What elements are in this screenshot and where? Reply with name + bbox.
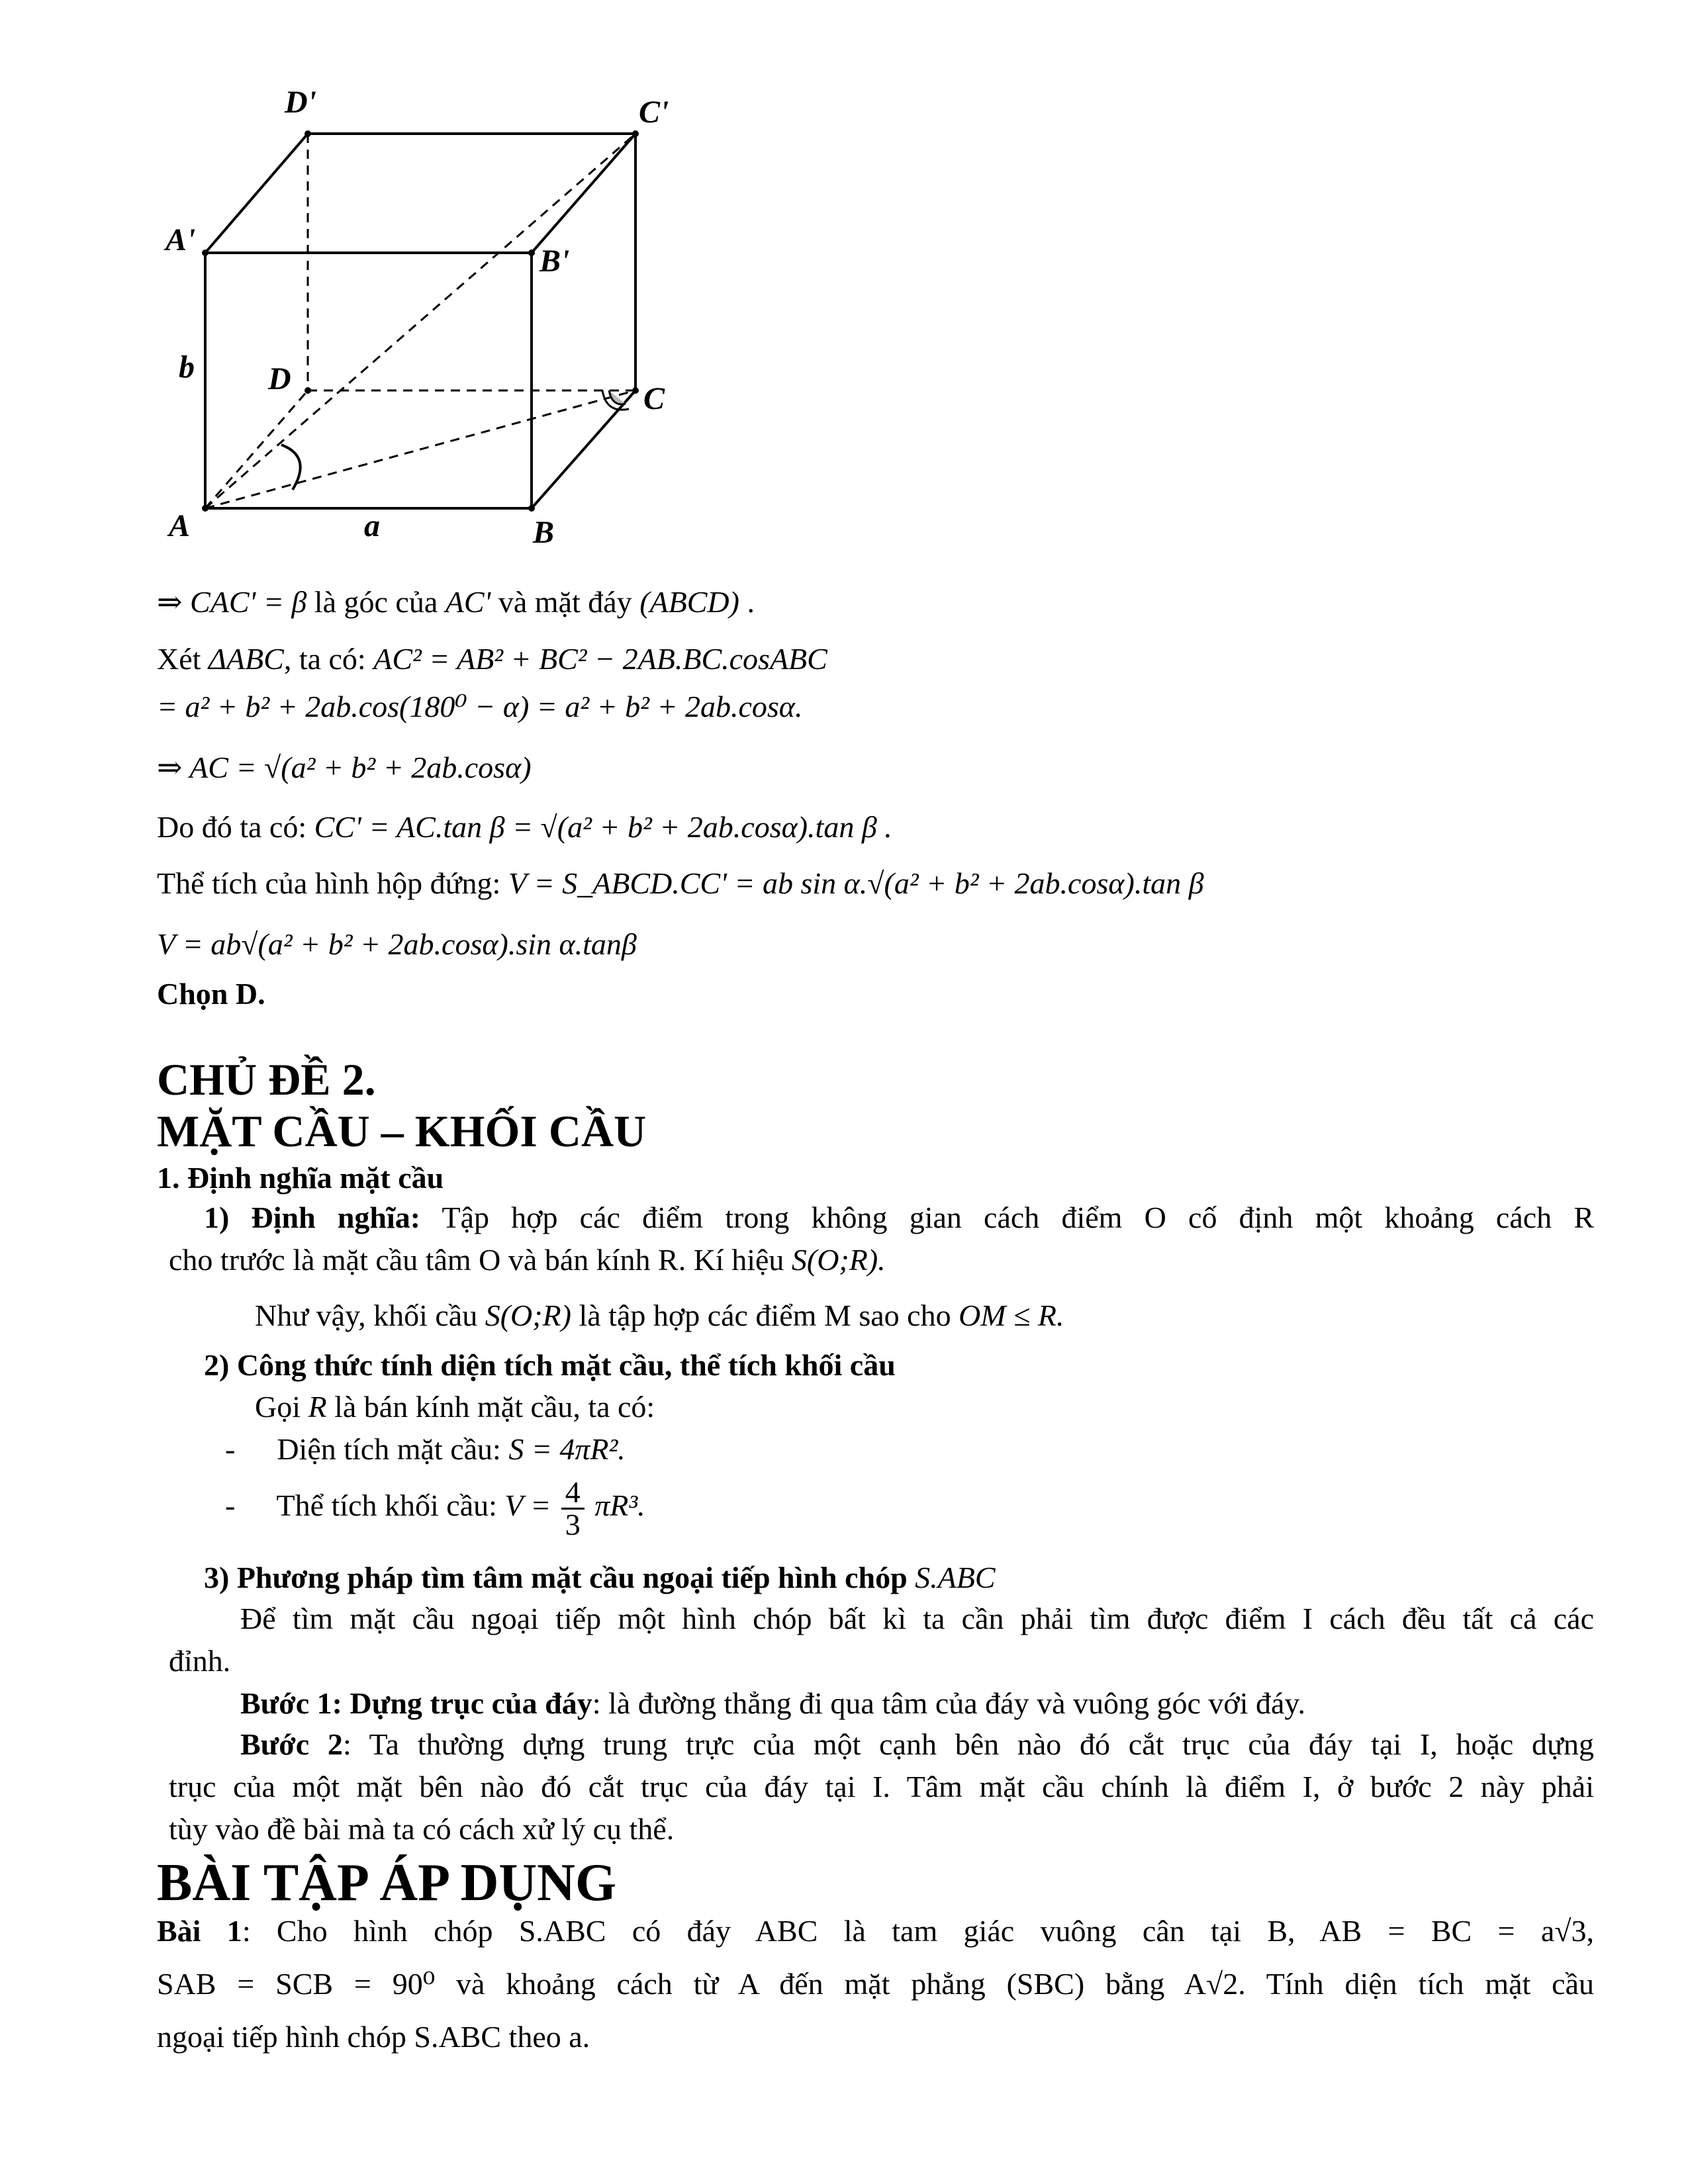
- formula-intro: Gọi R là bán kính mặt cầu, ta có:: [255, 1390, 655, 1424]
- angle-alpha-mark: [281, 445, 301, 490]
- label-Aprime: A': [165, 222, 196, 257]
- formula-volume: - Thể tích khối cầu: V = $\frac{4}{3}$ πR³.: [225, 1475, 645, 1541]
- volume-fraction: $\frac{4}{3}$: [561, 1477, 585, 1540]
- angle-beta-mark: [609, 390, 626, 404]
- label-a: a: [364, 508, 380, 543]
- chapter-heading: CHỦ ĐỀ 2.: [157, 1054, 376, 1105]
- label-A: A: [169, 508, 191, 543]
- definition-line-3: Như vậy, khối cầu S(O;R) là tập hợp các điểm M sao cho OM ≤ R.: [255, 1298, 1064, 1332]
- prism-figure: [146, 79, 715, 556]
- label-b: b: [179, 349, 195, 385]
- step-2-line-3: tùy vào đề bài mà ta có cách xử lý cụ thể.: [169, 1812, 675, 1846]
- exercises-heading: BÀI TẬP ÁP DỤNG: [157, 1854, 617, 1912]
- definition-line-1: 1) Định nghĩa: Tập hợp các điểm trong không gian cách điểm O cố định một khoảng cách R: [204, 1201, 1595, 1234]
- method-text-2: đỉnh.: [169, 1644, 231, 1678]
- solution-line-4: ⇒ AC = √(a² + b² + 2ab.cosα): [157, 751, 532, 784]
- method-heading: 3) Phương pháp tìm tâm mặt cầu ngoại tiếp hình chóp S.ABC: [204, 1561, 996, 1594]
- label-Bprime: B': [539, 244, 570, 279]
- step-1: Bước 1: Dựng trục của đáy: là đường thẳng đi qua tâm của đáy và vuông góc với đáy.: [240, 1686, 1305, 1720]
- section-1-heading: 1. Định nghĩa mặt cầu: [157, 1161, 444, 1195]
- step-2-line-2: trục của một mặt bên nào đó cắt trục của đáy tại I. Tâm mặt cầu chính là điểm I, ở bước 2 này phải: [169, 1770, 1594, 1803]
- method-text-1: Để tìm mặt cầu ngoại tiếp một hình chóp bất kì ta cần phải tìm được điểm I cách đều tất cả các: [240, 1602, 1594, 1635]
- label-Dprime: D': [285, 85, 316, 120]
- exercise-1-line-2: SAB = SCB = 90⁰ và khoảng cách từ A đến mặt phẳng (SBC) bằng A√2. Tính diện tích mặt cầu: [157, 1967, 1594, 2001]
- solution-line-1: ⇒ CAC' = β là góc của AC' và mặt đáy (ABCD) .: [157, 585, 755, 619]
- step-2-line-1: Bước 2: Ta thường dựng trung trực của một cạnh bên nào đó cắt trục của đáy tại I, hoặc dựng: [240, 1727, 1594, 1761]
- chapter-title: MẶT CẦU – KHỐI CẦU: [157, 1106, 647, 1156]
- formula-heading: 2) Công thức tính diện tích mặt cầu, thể tích khối cầu: [204, 1348, 896, 1382]
- solution-line-7: V = ab√(a² + b² + 2ab.cosα).sin α.tanβ: [157, 927, 637, 961]
- edge-B-C: [532, 390, 635, 508]
- edge-Aprime-Dprime: [205, 134, 308, 253]
- edge-Bprime-Cprime: [532, 134, 635, 253]
- solution-line-5: Do đó ta có: CC' = AC.tan β = √(a² + b² + 2ab.cosα).tan β .: [157, 810, 892, 844]
- solution-line-2: Xét ΔABC, ta có: AC² = AB² + BC² − 2AB.BC.cosABC: [157, 642, 827, 676]
- exercise-1-line-3: ngoại tiếp hình chóp S.ABC theo a.: [157, 2020, 590, 2054]
- diagonal-A-Cprime: [205, 134, 635, 508]
- formula-area: - Diện tích mặt cầu: S = 4πR².: [225, 1432, 626, 1466]
- label-D: D: [268, 361, 291, 396]
- label-B: B: [533, 515, 555, 550]
- diagonal-A-C: [205, 390, 635, 508]
- solution-line-3: = a² + b² + 2ab.cos(180⁰ − α) = a² + b² + 2ab.cosα.: [157, 690, 803, 723]
- answer-choice: Chọn D.: [157, 977, 265, 1011]
- definition-line-2: cho trước là mặt cầu tâm O và bán kính R. Kí hiệu S(O;R).: [169, 1243, 886, 1277]
- solution-line-6: Thể tích của hình hộp đứng: V = S_ABCD.CC' = ab sin α.√(a² + b² + 2ab.cosα).tan β: [157, 866, 1204, 900]
- label-C: C: [643, 381, 665, 416]
- exercise-1-line-1: Bài 1: Cho hình chóp S.ABC có đáy ABC là tam giác vuông cân tại B, AB = BC = a√3,: [157, 1914, 1595, 1948]
- label-Cprime: C': [639, 95, 669, 130]
